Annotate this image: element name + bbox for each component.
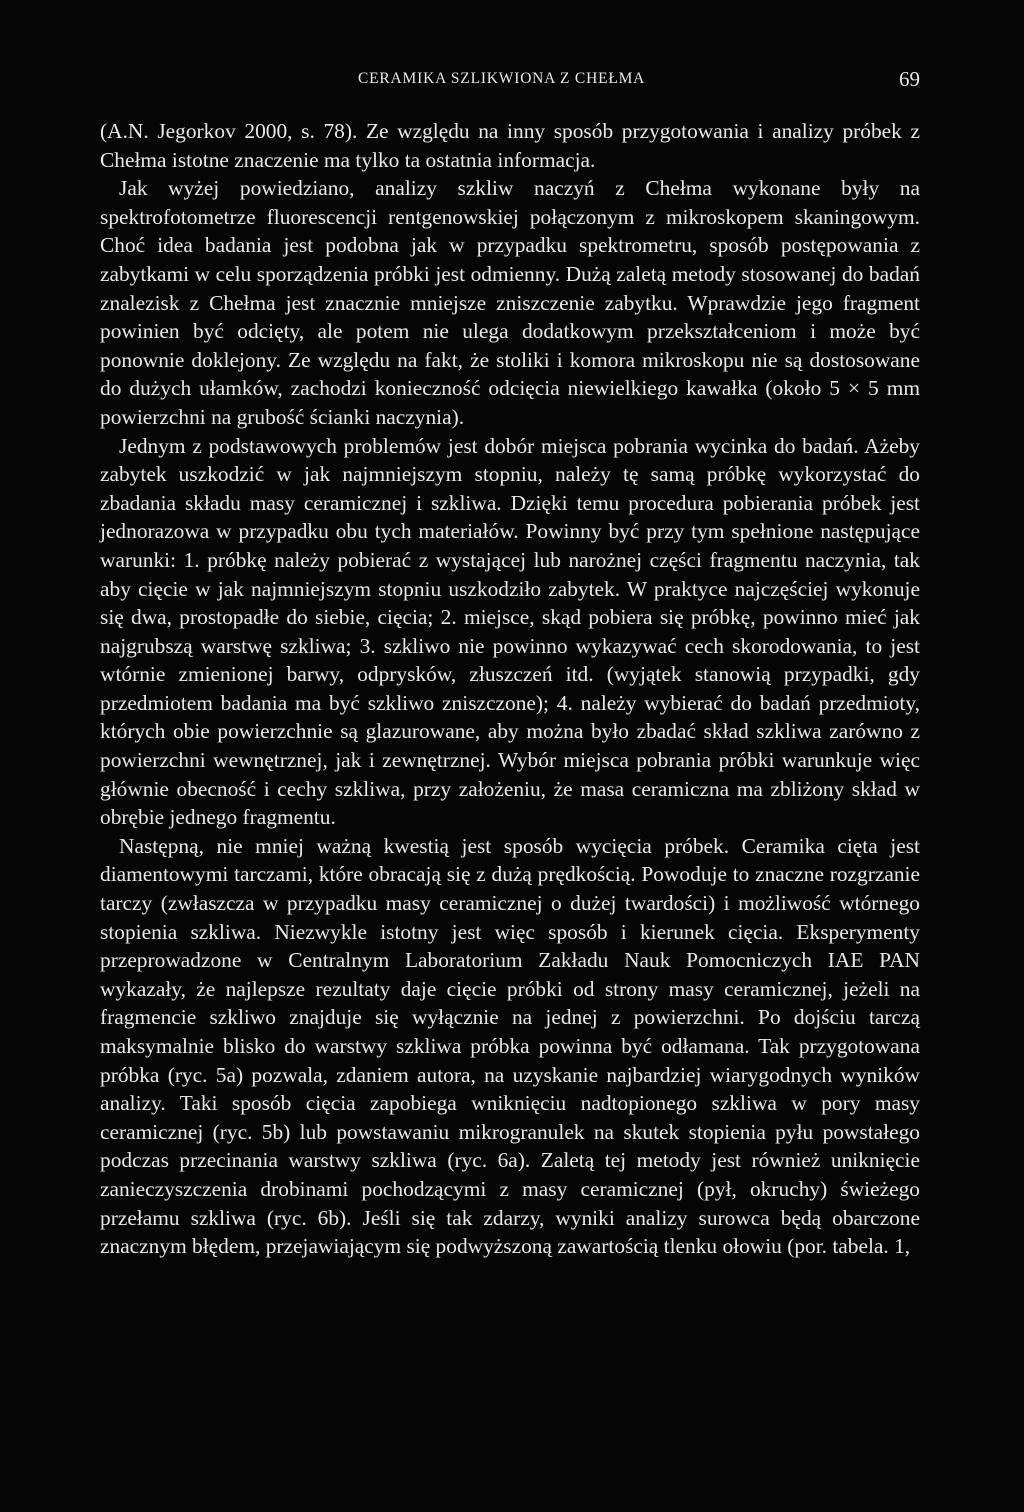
body-text <box>100 117 920 1261</box>
paragraph-cutting-method: Następną, nie mniej ważną kwestią jest sposób wycięcia próbek. Ceramika cięta jest diamentowymi tarczami, które obracają się z dużą prędkością. Powoduje to znaczne rozgrzanie tarczy (zwłaszcza w przypadku masy ceramicznej o dużej twardości) i możliwość wtórnego stopienia szkliwa. Niezwykle istotny jest więc sposób i kierunek cięcia. Eksperymenty przeprowadzone w Centralnym Laboratorium Zakładu Nauk Pomocniczych IAE PAN wykazały, że najlepsze rezultaty daje cięcie próbki od strony masy ceramicznej, jeżeli na fragmencie szkliwo znajduje się wyłącznie na jednej z powierzchni. Po dojściu tarczą maksymalnie blisko do warstwy szkliwa próbka powinna być odłamana. Tak przygotowana próbka (ryc. 5a) pozwala, zdaniem autora, na uzyskanie najbardziej wiarygodnych wyników analizy. Taki sposób cięcia zapobiega wniknięciu nadtopionego szkliwa w pory masy ceramicznej (ryc. 5b) lub powstawaniu mikrogranulek na skutek stopienia pyłu powstałego podczas przecinania warstwy szkliwa (ryc. 6a). Zaletą tej metody jest również uniknięcie zanieczyszczenia drobinami pochodzącymi z masy ceramicznej (pył, okruchy) świeżego przełamu szkliwa (ryc. 6b). Jeśli się tak zdarzy, wyniki analizy surowca będą obarczone znacznym błędem, przejawiającym się podwyższoną zawartością tlenku ołowiu (por. tabela. 1, <box>100 833 920 1259</box>
paragraph-xrf-analysis: Jak wyżej powiedziano, analizy szkliw naczyń z Chełma wykonane były na spektrofotometrze fluorescencji rentgenowskiej połączonym z mikroskopem skaningowym. Choć idea badania jest podobna jak w przypadku spektrometru, sposób postępowania z zabytkami w celu sporządzenia próbki jest odmienny. Dużą zaletą metody stosowanej do badań znalezisk z Chełma jest znacznie mniejsze zniszczenie zabytku. Wprawdzie jego fragment powinien być odcięty, ale potem nie ulega dodatkowym przekształceniom i może być ponownie doklejony. Ze względu na fakt, że stoliki i komora mikroskopu nie są dostosowane do dużych ułamków, zachodzi konieczność odcięcia niewielkiego kawałka (około 5 × 5 mm powierzchni na grubość ścianki naczynia). <box>100 176 920 429</box>
paragraph-continuation: (A.N. Jegorkov 2000, s. 78). Ze względu na inny sposób przygotowania i analizy próbek z Chełma istotne znaczenie ma tylko ta ostatnia informacja. <box>100 119 920 172</box>
running-title: CERAMIKA SZLIKWIONA Z CHEŁMA <box>358 70 646 87</box>
paragraph-sampling-conditions: Jednym z podstawowych problemów jest dobór miejsca pobrania wycinka do badań. Ażeby zabytek uszkodzić w jak najmniejszym stopniu, należy tę samą próbkę wykorzystać do zbadania składu masy ceramicznej i szkliwa. Dzięki temu procedura pobierania próbek jest jednorazowa w przypadku obu tych materiałów. Powinny być przy tym spełnione następujące warunki: 1. próbkę należy pobierać z wystającej lub narożnej części fragmentu naczynia, tak aby cięcie w jak najmniejszym stopniu uszkodziło zabytek. W praktyce najczęściej wykonuje się dwa, prostopadłe do siebie, cięcia; 2. miejsce, skąd pobiera się próbkę, powinno mieć jak najgrubszą warstwę szkliwa; 3. szkliwo nie powinno wykazywać cech skorodowania, to jest wtórnie zmienionej barwy, odprysków, złuszczeń itd. (wyjątek stanowią przypadki, gdy przedmiotem badania ma być szkliwo zniszczone); 4. należy wybierać do badań przedmioty, których obie powierzchnie są glazurowane, aby można było zbadać skład szkliwa zarówno z powierzchni wewnętrznej, jak i zewnętrznej. Wybór miejsca pobrania próbki warunkuje więc głównie obecność i cechy szkliwa, przy założeniu, że masa ceramiczna ma zbliżony skład w obrębie jednego fragmentu. <box>100 433 920 830</box>
page-number: 69 <box>899 67 920 91</box>
running-header <box>100 66 920 92</box>
